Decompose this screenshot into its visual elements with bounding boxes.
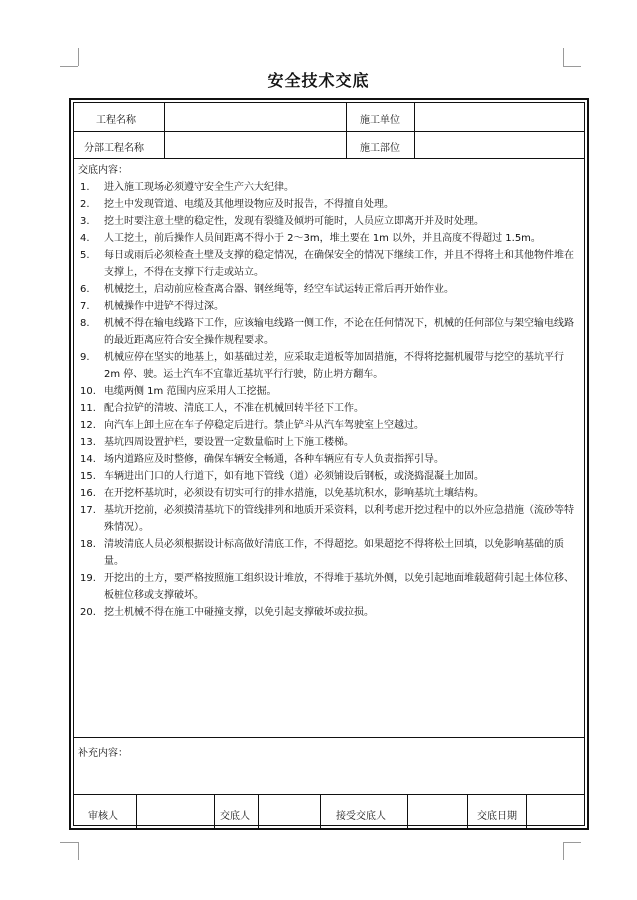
disclosure-item: [78, 196, 580, 213]
disclosure-item-number: 2.: [80, 199, 90, 210]
disclosure-item-number: 3.: [80, 216, 90, 227]
disclosure-item-text: 场内道路应及时整修，确保车辆安全畅通，各种车辆应有专人负责指挥引导。: [104, 454, 444, 465]
disclosure-item-number: 12.: [80, 420, 96, 431]
disclosure-item-text: 配合拉铲的清坡、清底工人，不准在机械回转半径下工作。: [104, 403, 364, 414]
footer-col-divider-5: [407, 794, 408, 829]
supplement-divider: [74, 737, 584, 738]
disclosure-item-text: 人工挖土，前后操作人员间距离不得小于 2～3m，堆土要在 1m 以外，并且高度不得超过 1.5m。: [104, 233, 541, 244]
disclosure-item-text: 挖土机械不得在施工中碰撞支撑，以免引起支撑破坏或拉损。: [104, 607, 374, 618]
crop-mark-bottom-right-h: [563, 842, 581, 843]
construction-part-value[interactable]: [420, 139, 580, 153]
footer-divider: [74, 794, 584, 795]
disclosure-content: [78, 163, 580, 621]
disclosure-item-text: 车辆进出门口的人行道下，如有地下管线（道）必须铺设后钢板，或浇捣混凝土加固。: [104, 471, 484, 482]
disclosure-item-number: 19.: [80, 573, 96, 584]
supplement-label: 补充内容：: [78, 748, 128, 759]
discloser-label: 交底人: [220, 811, 250, 822]
disclosure-item: [78, 451, 580, 468]
content-title: 交底内容：: [78, 165, 128, 176]
disclosure-item-text: 电缆两侧 1m 范围内应采用人工挖掘。: [104, 386, 277, 397]
construction-part-label: 施工部位: [360, 143, 400, 154]
disclosure-item-number: 11.: [80, 403, 96, 414]
disclosure-item-text: 在开挖杯基坑时，必须设有切实可行的排水措施，以免基坑积水，影响基坑土壤结构。: [104, 488, 484, 499]
sub-project-value[interactable]: [170, 139, 340, 153]
disclosure-item-number: 5.: [80, 250, 90, 261]
disclosure-item-text: 挖土时要注意土壁的稳定性，发现有裂缝及倾坍可能时，人员应立即离开并及时处理。: [104, 216, 484, 227]
reviewer-label: 审核人: [88, 811, 118, 822]
project-name-value[interactable]: [170, 111, 340, 125]
disclosure-item: [78, 604, 580, 621]
crop-mark-bottom-left-v: [78, 842, 79, 860]
row-divider-2: [74, 158, 584, 159]
disclosure-item: [78, 400, 580, 417]
disclosure-item-number: 8.: [80, 318, 90, 329]
disclosure-item-number: 15.: [80, 471, 96, 482]
disclosure-item: [78, 570, 580, 604]
project-name-label: 工程名称: [96, 115, 136, 126]
disclosure-item: [78, 281, 580, 298]
disclosure-item-number: 13.: [80, 437, 96, 448]
disclosure-item: [78, 536, 580, 570]
footer-col-divider-7: [526, 794, 527, 829]
disclosure-item-text: 开挖出的土方，要严格按照施工组织设计堆放，不得堆于基坑外侧，以免引起地面堆载超荷引起土体位移、板桩位移或支撑破坏。: [104, 573, 574, 601]
footer-col-divider-1: [136, 794, 137, 829]
footer-col-divider-3: [258, 794, 259, 829]
disclosure-item-number: 18.: [80, 539, 96, 550]
crop-mark-top-left-v: [78, 48, 79, 66]
disclosure-item-list: [78, 179, 580, 621]
disclosure-item-number: 16.: [80, 488, 96, 499]
construction-unit-value[interactable]: [420, 111, 580, 125]
disclosure-item-number: 4.: [80, 233, 90, 244]
disclosure-item-number: 10.: [80, 386, 96, 397]
disclosure-item: [78, 502, 580, 536]
disclosure-item: [78, 315, 580, 349]
disclosure-item-number: 9.: [80, 352, 90, 363]
reviewer-value[interactable]: [142, 807, 208, 821]
disclosure-item-text: 机械挖土，启动前应检查离合器、钢丝绳等，经空车试运转正常后再开始作业。: [104, 284, 454, 295]
crop-mark-bottom-left-h: [60, 842, 78, 843]
disclosure-item-text: 基坑开挖前，必须摸清基坑下的管线排列和地质开采资料，以利考虑开挖过程中的以外应急措施（流砂等特殊情况）。: [104, 505, 574, 533]
disclosure-item: [78, 213, 580, 230]
disclosure-item-number: 1.: [80, 182, 90, 193]
row-divider-1: [74, 131, 584, 132]
col-divider-3: [414, 103, 415, 158]
disclosure-item: [78, 230, 580, 247]
disclosure-item-number: 20.: [80, 607, 96, 618]
footer-col-divider-6: [467, 794, 468, 829]
disclosure-item: [78, 349, 580, 383]
disclosure-item: [78, 485, 580, 502]
disclosure-item-text: 机械应停在坚实的地基上，如基础过差，应采取走道板等加固措施，不得将挖掘机履带与挖空的基坑平行 2m 停、驶。运土汽车不宜靠近基坑平行行驶，防止坍方翻车。: [104, 352, 564, 380]
crop-mark-bottom-right-v: [563, 842, 564, 860]
crop-mark-top-right-v: [563, 48, 564, 66]
disclosure-item-text: 基坑四周设置护栏，要设置一定数量临时上下施工楼梯。: [104, 437, 354, 448]
disclosure-item: [78, 298, 580, 315]
col-divider-2: [346, 103, 347, 158]
discloser-value[interactable]: [264, 807, 314, 821]
disclosure-item-text: 进入施工现场必须遵守安全生产六大纪律。: [104, 182, 294, 193]
date-value[interactable]: [532, 807, 582, 821]
disclosure-item: [78, 417, 580, 434]
disclosure-item-number: 14.: [80, 454, 96, 465]
form-inner-border: [73, 102, 585, 826]
disclosure-item-text: 机械不得在输电线路下工作，应该输电线路一侧工作，不论在任何情况下，机械的任何部位与架空输电线路的最近距离应符合安全操作规程要求。: [104, 318, 574, 346]
disclosure-item: [78, 179, 580, 196]
disclosure-item-text: 机械操作中进铲不得过深。: [104, 301, 224, 312]
sub-project-label: 分部工程名称: [84, 143, 144, 154]
date-label: 交底日期: [477, 811, 517, 822]
disclosure-item: [78, 383, 580, 400]
construction-unit-label: 施工单位: [360, 115, 400, 126]
receiver-label: 接受交底人: [336, 811, 386, 822]
document-title: 安全技术交底: [267, 71, 370, 90]
receiver-value[interactable]: [413, 807, 461, 821]
disclosure-item-text: 每日或雨后必须检查土壁及支撑的稳定情况，在确保安全的情况下继续工作，并且不得将土和其他物件堆在支撑上，不得在支撑下行走或站立。: [104, 250, 574, 278]
disclosure-item: [78, 468, 580, 485]
disclosure-item-text: 清坡清底人员必须根据设计标高做好清底工作，不得超挖。如果超挖不得将松土回填，以免影响基础的质量。: [104, 539, 564, 567]
disclosure-item: [78, 247, 580, 281]
disclosure-form: [69, 98, 589, 830]
crop-mark-top-right-h: [563, 66, 581, 67]
disclosure-item-number: 6.: [80, 284, 90, 295]
footer-col-divider-4: [320, 794, 321, 829]
disclosure-item-number: 7.: [80, 301, 90, 312]
disclosure-item: [78, 434, 580, 451]
disclosure-item-text: 向汽车上卸土应在车子停稳定后进行。禁止铲斗从汽车驾驶室上空越过。: [104, 420, 424, 431]
disclosure-item-number: 17.: [80, 505, 96, 516]
disclosure-item-text: 挖土中发现管道、电缆及其他埋设物应及时报告，不得擅自处理。: [104, 199, 394, 210]
col-divider-1: [164, 103, 165, 158]
footer-col-divider-2: [214, 794, 215, 829]
crop-mark-top-left-h: [60, 66, 78, 67]
